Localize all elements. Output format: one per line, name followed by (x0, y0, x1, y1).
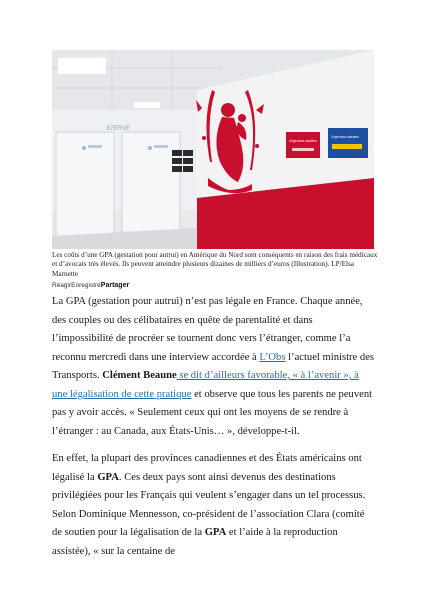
p1-text-a: La GPA (gestation pour autrui) n’est pas légale en France. Chaque année, des couples ou des célibataires en quête de parentalité et dans l’impossibilité de procréer se tournent donc vers l’étranger, comme l’a reconnu mercredi dans une interview accordée à (52, 296, 363, 363)
hospital-corridor-image (52, 50, 374, 249)
p1-text-c: et observe que tous les parents ne peuvent pas y avoir accès. « Seulement ceux qui ont les moyens de se rendre à l’étranger : au Canada, aux États-Unis… », développe-t-il. (52, 388, 373, 437)
article-body (52, 293, 376, 561)
article-paragraph-1 (52, 293, 376, 441)
gpa-bold-2: GPA (204, 527, 227, 538)
save-button[interactable]: Enregistré (71, 282, 101, 289)
article-photo (52, 50, 374, 249)
poster-1-text: Urgences adultes (289, 139, 317, 143)
p2-text-a: En effet, la plupart des provinces canadiennes et des États américains ont légalisé la (52, 453, 362, 483)
article-actions-bar (52, 281, 129, 290)
react-button[interactable]: Réagir (52, 282, 72, 289)
clement-beaune-name: Clément Beaune (102, 370, 177, 381)
p2-text-b: . Ces deux pays sont ainsi devenus des destinations privilégiées pour les Français qui veulent s’engager dans un tel processus. Selon Dominique Mennesson, co-président de l’association Clara (comité de soutien pour la légalisation de la (52, 471, 366, 538)
share-button[interactable]: Partager (100, 282, 130, 289)
article-paragraph-2 (52, 450, 376, 561)
sterve-sign-text: STERVE (106, 126, 130, 132)
p1-text-b: l’actuel ministre des Transports. (52, 351, 375, 381)
p2-text-c: et l’aide à la reproduction assistée), « sur la centaine de (52, 527, 338, 557)
photo-caption: Les coûts d’une GPA (gestation pour autrui) en Amérique du Nord sont conséquents en raison des frais médicaux et d’avocats très élevés. Ils peuvent atteindre plusieurs dizaines de milliers d’euros (Illustration). LP/Elsa Marnette (52, 251, 378, 278)
lobs-link[interactable]: L’Obs (259, 351, 286, 363)
gpa-bold-1: GPA (97, 471, 119, 483)
poster-2-text: Urgences adultes (331, 135, 359, 139)
legalisation-link[interactable]: se dit d’ailleurs favorable, « à l’avenir », à une légalisation de cette pratique (52, 370, 359, 400)
